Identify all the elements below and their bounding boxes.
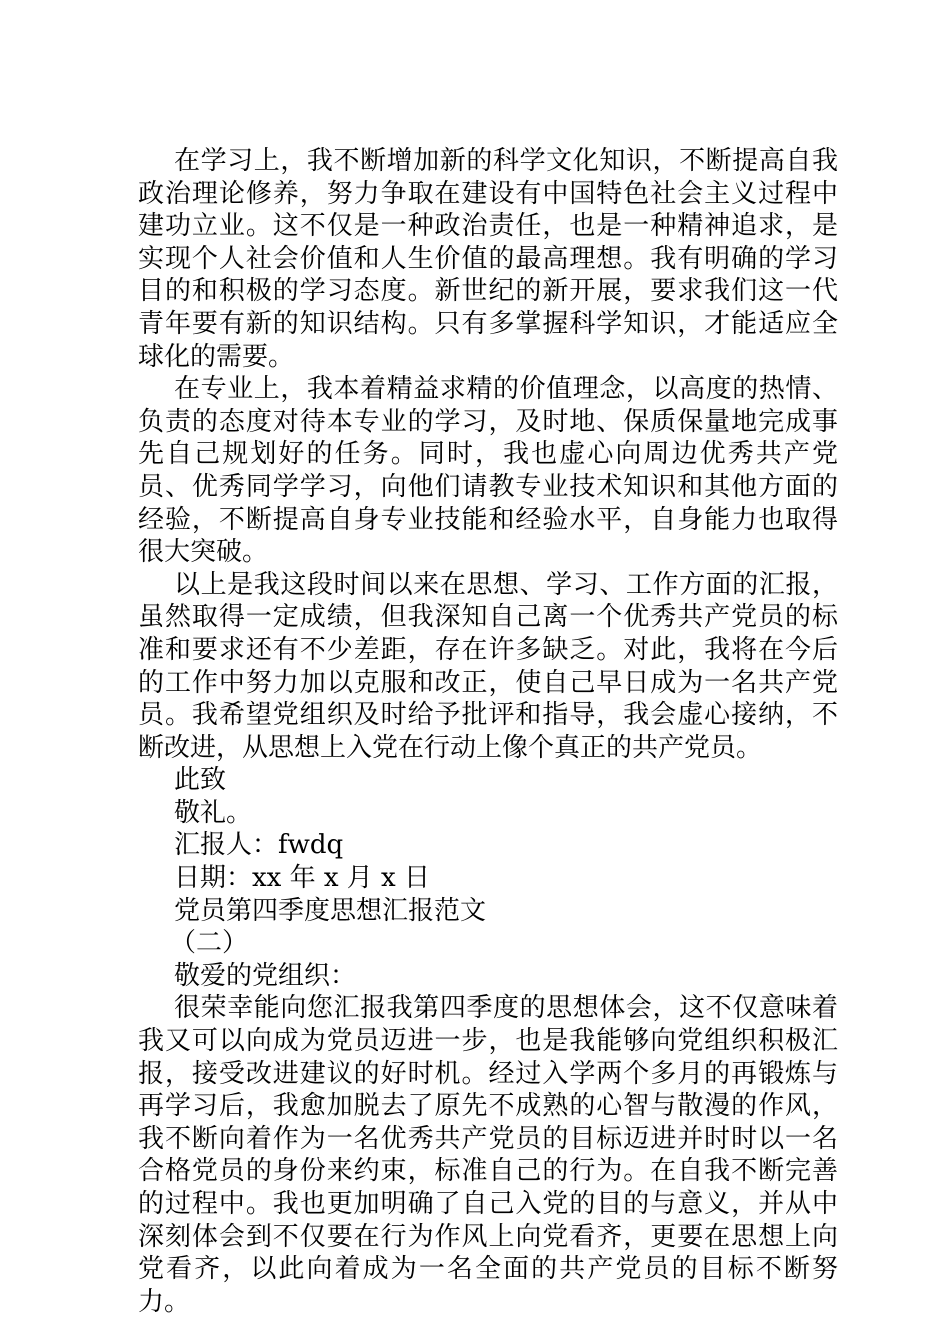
- paragraph-summary: 以上是我这段时间以来在思想、学习、工作方面的汇报，虽然取得一定成绩，但我深知自己离一个优秀共产党员的标准和要求还有不少差距，存在许多缺乏。对此，我将在今后的工作中努力加以克服和改正，使自己早日成为一名共产党员。我希望党组织及时给予批评和指导，我会虚心接纳，不断改进，从思想上入党在行动上像个真正的共产党员。: [138, 569, 838, 763]
- closing-line: 此致: [174, 765, 227, 796]
- paragraph-body: 很荣幸能向您汇报我第四季度的思想体会，这不仅意味着我又可以向成为党员迈进一步，也是我能够向党组织积极汇报，接受改进建议的好时机。经过入学两个多月的再锻炼与再学习后，我愈加脱去了原先不成熟的心智与散漫的作风，我不断向着作为一名优秀共产党员的目标迈进并时时以一名合格党员的身份来约束，标准自己的行为。在自我不断完善的过程中。我也更加明确了自己入党的目的与意义，并从中深刻体会到不仅要在行为作风上向党看齐，更要在思想上向党看齐，以此向着成为一名全面的共产党员的目标不断努力。: [138, 993, 838, 1317]
- reporter-line: 汇报人：fwdq: [174, 830, 344, 861]
- date-line: 日期：xx 年 x 月 x 日: [174, 863, 430, 894]
- document-content: [138, 145, 838, 1318]
- section-title: 党员第四季度思想汇报范文: [174, 895, 487, 926]
- salutation-line: 敬礼。: [174, 797, 253, 828]
- paragraph-study: 在学习上，我不断增加新的科学文化知识，不断提高自我政治理论修养，努力争取在建设有中国特色社会主义过程中建功立业。这不仅是一种政治责任，也是一种精神追求，是实现个人社会价值和人生价值的最高理想。我有明确的学习目的和积极的学习态度。新世纪的新开展，要求我们这一代青年要有新的知识结构。只有多掌握科学知识，才能适应全球化的需要。: [138, 146, 838, 372]
- paragraph-major: 在专业上，我本着精益求精的价值理念，以高度的热情、负责的态度对待本专业的学习，及时地、保质保量地完成事先自己规划好的任务。同时，我也虚心向周边优秀共产党员、优秀同学学习，向他们请教专业技术知识和其他方面的经验，不断提高自身专业技能和经验水平，自身能力也取得很大突破。: [138, 374, 838, 568]
- section-number: （二）: [170, 928, 249, 959]
- greeting-line: 敬爱的党组织：: [174, 960, 357, 991]
